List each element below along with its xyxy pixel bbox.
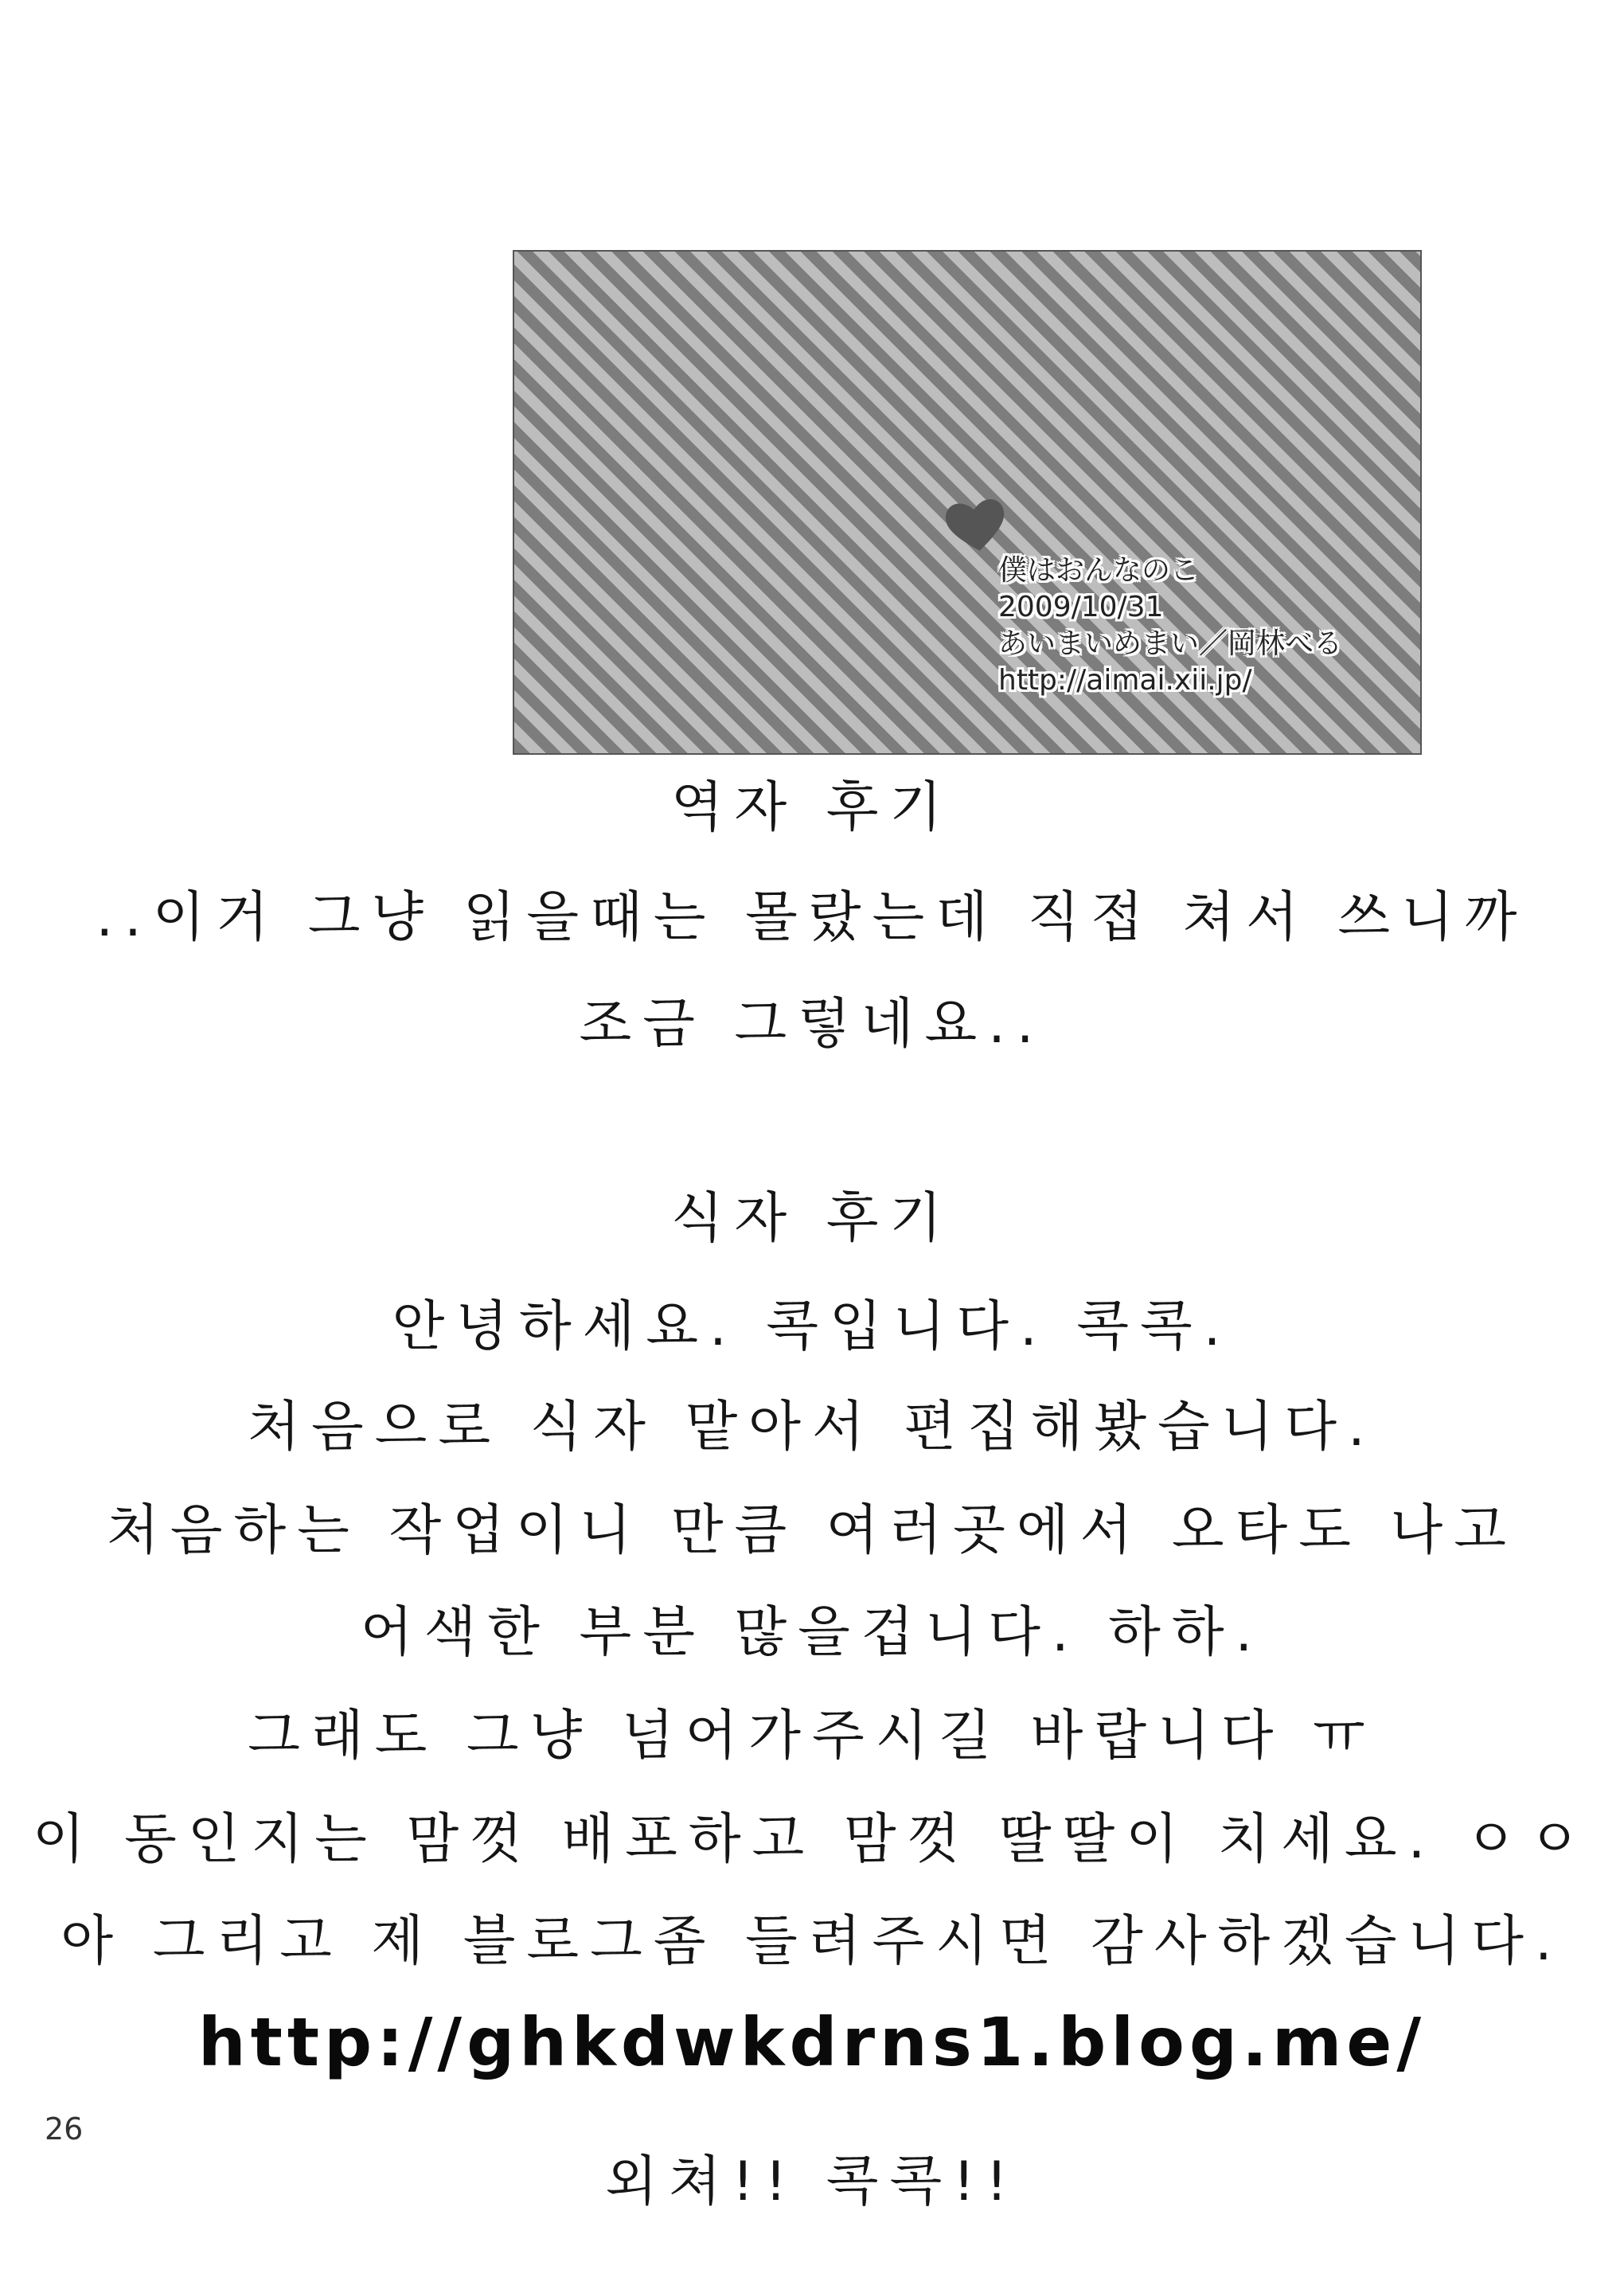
colophon-box (513, 250, 1422, 755)
editor-notes-line-1: 안녕하세요. 콕입니다. 콕콕. (392, 1295, 1232, 1358)
colophon-url: http://aimai.xii.jp/ (998, 664, 1252, 697)
colophon-circle: あいまいめまい／岡林べる (998, 627, 1343, 660)
editor-notes-line-6: 이 동인지는 맘껏 배포하고 맘껏 딸딸이 치세요. ㅇㅇ (32, 1808, 1592, 1871)
colophon-title: 僕はおんなのこ (998, 554, 1200, 587)
editor-notes-line-7: 아 그리고 제 블로그좀 들려주시면 감사하겠습니다. (61, 1910, 1563, 1973)
editor-notes-line-5: 그래도 그냥 넘어가주시길 바랍니다 ㅠ (248, 1705, 1376, 1768)
colophon-date: 2009/10/31 (998, 591, 1164, 623)
heart-icon (944, 495, 1008, 553)
colophon-text (998, 553, 1342, 699)
editor-notes-heading: 식자 후기 (670, 1187, 954, 1250)
translator-notes-line-1: ..이거 그냥 읽을때는 몰랐는데 직접 쳐서 쓰니까 (96, 886, 1528, 949)
translator-notes-heading: 역자 후기 (670, 776, 954, 839)
page-number: 26 (45, 2111, 84, 2147)
editor-notes-line-4: 어색한 부분 많을겁니다. 하하. (360, 1601, 1264, 1664)
closing-line: 외쳐!! 콕콕!! (605, 2150, 1019, 2213)
translator-notes-line-2: 조금 그렇네요.. (579, 993, 1045, 1056)
blog-url: http://ghkdwkdrns1.blog.me/ (197, 2003, 1427, 2081)
editor-notes-line-2: 처음으로 식자 맡아서 편집해봤습니다. (248, 1396, 1376, 1459)
editor-notes-line-3: 처음하는 작업이니 만큼 여러곳에서 오타도 나고 (107, 1499, 1517, 1562)
